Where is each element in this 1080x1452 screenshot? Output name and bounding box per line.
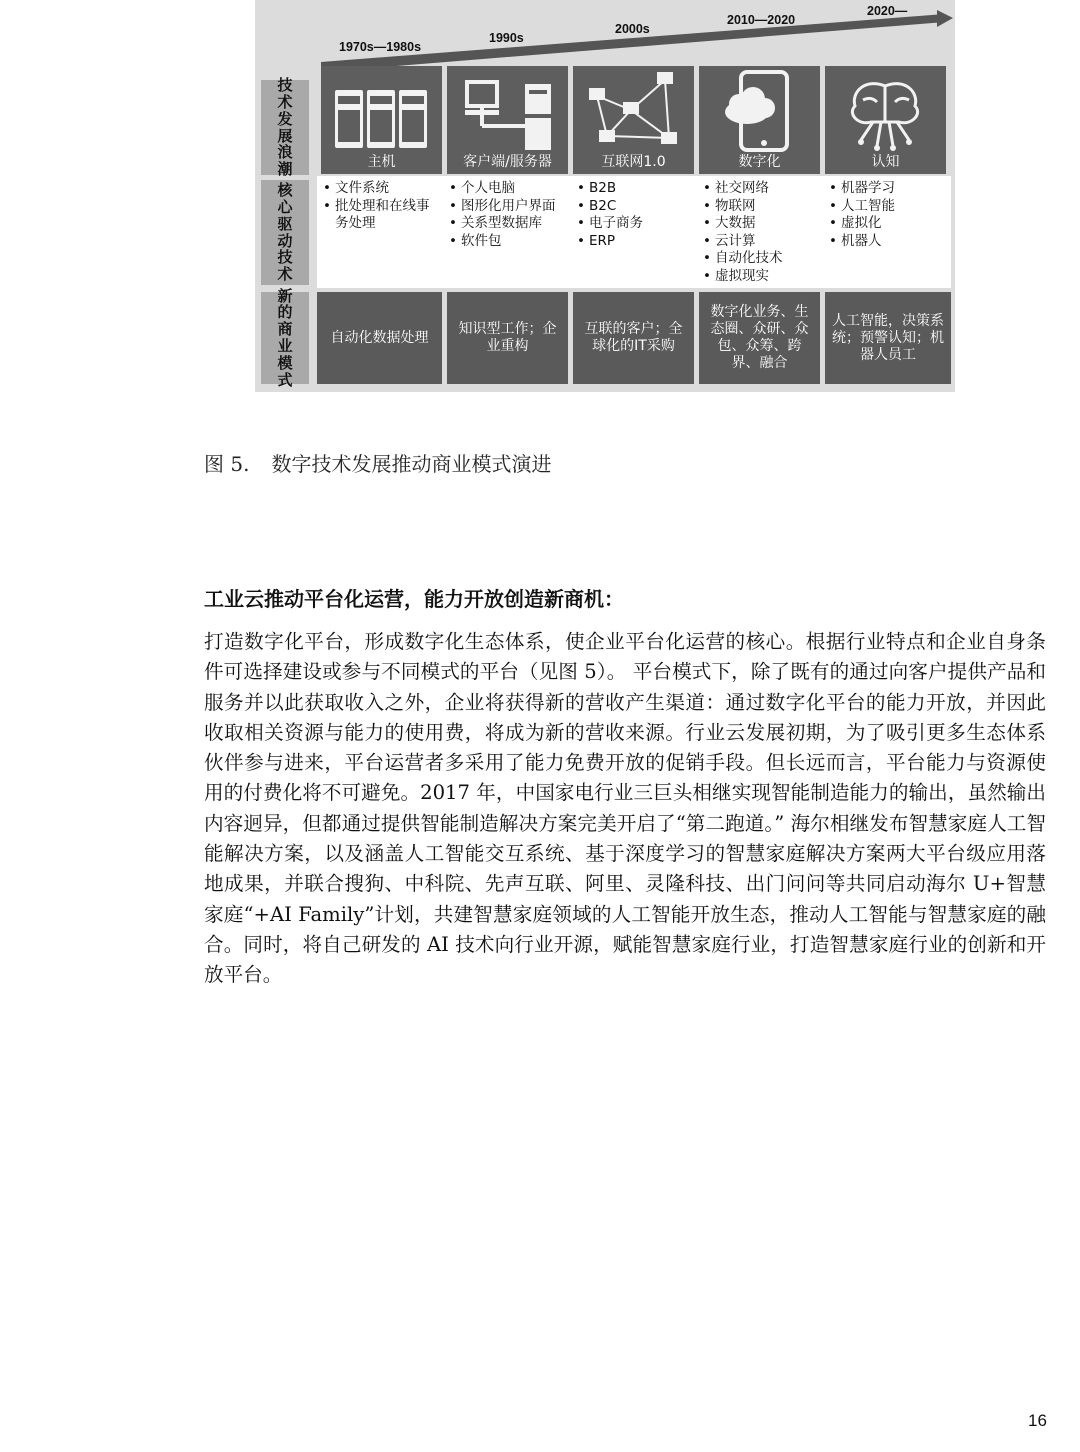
- body-paragraph: 打造数字化平台，形成数字化生态体系，使企业平台化运营的核心。根据行业特点和企业自身条件可选择建设或参与不同模式的平台（见图 5）。 平台模式下，除了既有的通过向客户提供产品和服务并以此获取收入之外，企业将获得新的营收产生渠道：通过数字化平台的能力开放，并因此收取相关资源与能力的使用费，将成为新的营收来源。行业云发展初期，为了吸引更多生态体系伙伴参与进来，平台运营者多采用了能力免费开放的促销手段。但长远而言，平台能力与资源使用的付费化将不可避免。2017 年，中国家电行业三巨头相继实现智能制造能力的输出，虽然输出内容迥异，但都通过提供智能制造解决方案完美开启了“第二跑道。” 海尔相继发布智慧家庭人工智能解决方案，以及涵盖人工智能交互系统、基于深度学习的智慧家庭解决方案两大平台级应用落地成果，并联合搜狗、中科院、先声互联、阿里、灵隆科技、出门问问等共同启动海尔 U+智慧家庭“+AI Family”计划，共建智慧家庭领域的人工智能开放生态，推动人工智能与智慧家庭的融合。同时，将自己研发的 AI 技术向行业开源，赋能智慧家庭行业，打造智慧家庭行业的创新和开放平台。: [204, 630, 1046, 987]
- driver-item: • 机器学习: [829, 180, 947, 198]
- brain-circuit-icon: [825, 66, 946, 156]
- cloud-tablet-icon: [699, 66, 820, 156]
- wave-tile-client-server: [447, 66, 568, 174]
- wave-label: 认知: [871, 154, 900, 170]
- driver-item: • B2B: [577, 180, 695, 198]
- business-model-tile: 互联的客户；全球化的IT采购: [573, 292, 694, 384]
- wave-tile-mainframe: [321, 66, 442, 174]
- driver-item: • 关系型数据库: [449, 215, 577, 233]
- driver-item: • 虚拟化: [829, 215, 947, 233]
- wave-label: 互联网1.0: [601, 154, 666, 170]
- row-label-business-models: 新的商业模式: [261, 292, 309, 384]
- driver-item: • 云计算: [703, 233, 821, 251]
- driver-item: • 人工智能: [829, 198, 947, 216]
- driver-item: • 机器人: [829, 233, 947, 251]
- driver-item: • ERP: [577, 233, 695, 251]
- wave-tile-internet: [573, 66, 694, 174]
- driver-list: [577, 180, 695, 250]
- driver-item: • B2C: [577, 198, 695, 216]
- driver-list: [323, 180, 441, 233]
- driver-item: • 大数据: [703, 215, 821, 233]
- driver-item: • 文件系统: [323, 180, 441, 198]
- wave-label: 主机: [367, 154, 396, 170]
- wave-label: 数字化: [738, 154, 781, 170]
- caption-text: 数字技术发展推动商业模式演进: [271, 452, 552, 476]
- driver-item: • 批处理和在线事务处理: [323, 198, 441, 233]
- driver-item: • 物联网: [703, 198, 821, 216]
- driver-item: • 社交网络: [703, 180, 821, 198]
- network-icon: [573, 66, 694, 156]
- driver-item: • 电子商务: [577, 215, 695, 233]
- page-number: 16: [1028, 1411, 1047, 1430]
- business-model-tile: 自动化数据处理: [317, 292, 442, 384]
- timeline-arrow: [255, 0, 955, 70]
- caption-number: 图 5.: [204, 452, 250, 476]
- driver-list: [703, 180, 821, 285]
- row-label-tech-waves: 技术发展浪潮: [261, 80, 309, 175]
- era-label: 2000s: [615, 22, 650, 36]
- figure-caption: [204, 448, 551, 477]
- business-model-tile: 数字化业务、生态圈、众研、众包、众筹、跨界、融合: [699, 292, 820, 384]
- era-label: 1970s—1980s: [339, 40, 422, 54]
- era-label: 2020—: [867, 4, 908, 18]
- wave-label: 客户端/服务器: [463, 154, 552, 170]
- wave-tile-digital: [699, 66, 820, 174]
- driver-list: [829, 180, 947, 250]
- driver-list: [449, 180, 577, 250]
- era-label: 2010—2020: [727, 13, 796, 27]
- era-label: 1990s: [489, 31, 524, 45]
- business-model-tile: 人工智能，决策系统；预警认知；机器人员工: [825, 292, 951, 384]
- driver-item: • 虚拟现实: [703, 268, 821, 286]
- wave-tile-cognitive: [825, 66, 946, 174]
- mainframe-icon: [321, 66, 442, 156]
- business-model-tile: 知识型工作；企业重构: [447, 292, 568, 384]
- section-heading: 工业云推动平台化运营，能力开放创造新商机：: [204, 587, 624, 611]
- figure-tech-evolution: [255, 0, 955, 392]
- driver-item: • 软件包: [449, 233, 577, 251]
- driver-item: • 自动化技术: [703, 250, 821, 268]
- client-server-icon: [447, 66, 568, 156]
- driver-item: • 个人电脑: [449, 180, 577, 198]
- driver-item: • 图形化用户界面: [449, 198, 577, 216]
- row-label-core-drivers: 核心驱动技术: [261, 180, 309, 285]
